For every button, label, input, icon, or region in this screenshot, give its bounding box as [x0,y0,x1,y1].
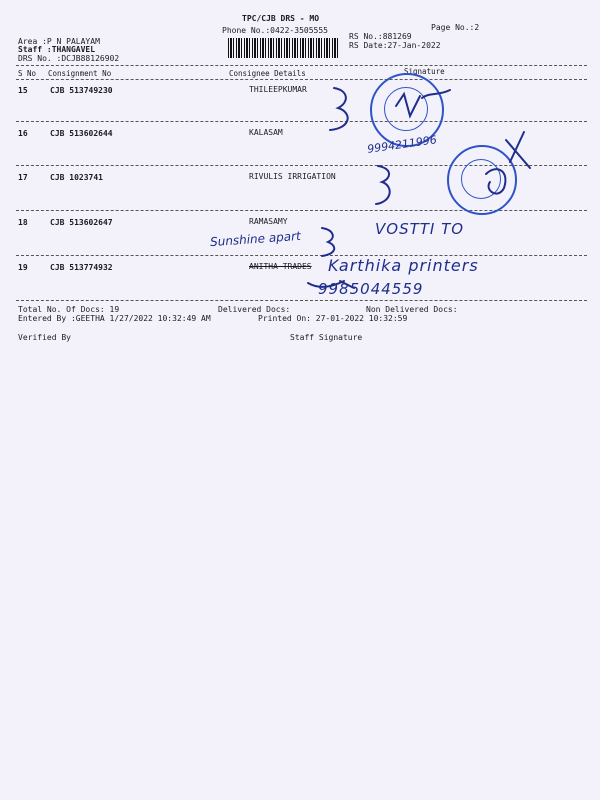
drs-number: DRS No. :DCJB88126902 [18,54,120,63]
page-number: Page No.:2 [431,23,480,32]
rs-number: RS No.:881269 [349,32,412,41]
verified-by: Verified By [18,333,71,342]
non-delivered-docs: Non Delivered Docs: [366,305,458,314]
row-consignment-no: CJB 513774932 [50,263,113,272]
document-title: TPC/CJB DRS - MO [242,14,320,23]
row-consignment-no: CJB 513749230 [50,86,113,95]
entered-by: Entered By :GEETHA 1/27/2022 10:32:49 AM [18,314,211,323]
row-consignee: THILEEPKUMAR [249,85,307,94]
total-docs: Total No. Of Docs: 19 [18,305,120,314]
row-consignee: KALASAM [249,128,283,137]
handwritten-phone: 9985044559 [318,280,424,298]
barcode-image [228,38,338,58]
row-consignee: RAMASAMY [249,217,288,226]
row-consignment-no: CJB 513602644 [50,129,113,138]
area-label: Area :P N PALAYAM [18,37,100,46]
row-consignment-no: CJB 513602647 [50,218,113,227]
staff-signature: Staff Signature [290,333,363,342]
divider [16,300,587,301]
col-sno: S No [18,69,37,78]
row-sno: 15 [18,86,28,95]
row-sno: 19 [18,263,28,272]
row-consignment-no: CJB 1023741 [50,173,103,182]
row-consignee: RIVULIS IRRIGATION [249,172,336,181]
delivered-docs: Delivered Docs: [218,305,291,314]
row-sno: 18 [18,218,28,227]
handwritten-address: Sunshine apart [209,228,302,250]
handwritten-signature-text: VOSTTI TO [375,220,465,238]
rs-date: RS Date:27-Jan-2022 [349,41,441,50]
row-sno: 16 [18,129,28,138]
handwritten-phone: 9994211996 [366,133,438,156]
handwritten-company-name: Karthika printers [328,256,479,275]
row-consignee: ANITHA TRADES [249,262,312,271]
row-sno: 17 [18,173,28,182]
col-consignment: Consignment No [48,69,112,78]
col-signature: Signature [404,67,445,76]
col-consignee: Consignee Details [229,69,306,78]
phone-number: Phone No.:0422-3505555 [222,26,328,35]
printed-on: Printed On: 27-01-2022 10:32:59 [258,314,408,323]
divider [16,65,587,66]
staff-label: Staff :THANGAVEL [18,45,96,54]
